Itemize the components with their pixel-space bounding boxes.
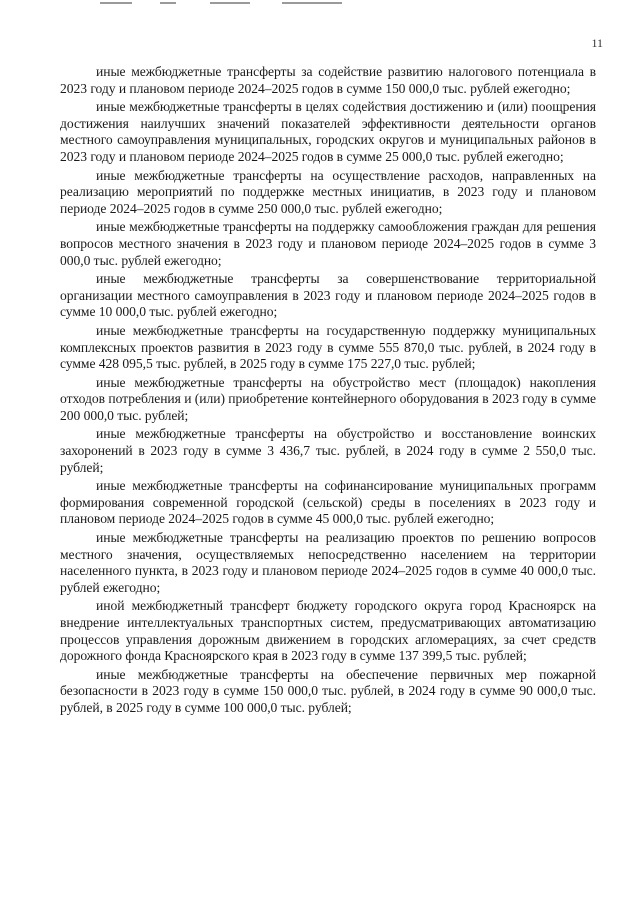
paragraph: иные межбюджетные трансферты за совершенствование территориальной организации местного самоуправления в 2023 году и плановом периоде 2024–2025 годов в сумме 10 000,0 тыс. рублей ежегодно; <box>60 271 596 320</box>
scan-mark <box>210 2 250 4</box>
scan-mark <box>282 2 342 4</box>
paragraph: иные межбюджетные трансферты на обустройство мест (площадок) накопления отходов потребления и (или) приобретение контейнерного оборудования в 2023 году в сумме 200 000,0 тыс. рублей; <box>60 374 596 423</box>
scan-artifacts <box>0 2 633 8</box>
paragraph: иные межбюджетные трансферты на обустройство и восстановление воинских захоронений в 2023 году в сумме 3 436,7 тыс. рублей, в 2024 году в сумме 2 550,0 тыс. рублей; <box>60 426 596 475</box>
paragraph: иные межбюджетные трансферты за содействие развитию налогового потенциала в 2023 году и плановом периоде 2024–2025 годов в сумме 150 000,0 тыс. рублей ежегодно; <box>60 64 596 96</box>
paragraph: иные межбюджетные трансферты на реализацию проектов по решению вопросов местного значения, осуществляемых непосредственно населением на территории населенного пункта, в 2023 году и плановом периоде 2024–2025 годов в сумме 40 000,0 тыс. рублей ежегодно; <box>60 530 596 595</box>
paragraph: иные межбюджетные трансферты на софинансирование муниципальных программ формирования современной городской (сельской) среды в поселениях в 2023 году и плановом периоде 2024–2025 годов в сумме 45 000,0 тыс. рублей ежегодно; <box>60 478 596 527</box>
paragraph: иные межбюджетные трансферты на осуществление расходов, направленных на реализацию мероприятий по поддержке местных инициатив, в 2023 году и плановом периоде 2024–2025 годов в сумме 250 000,0 тыс. рублей ежегодно; <box>60 167 596 216</box>
paragraph: иные межбюджетные трансферты на поддержку самообложения граждан для решения вопросов местного значения в 2023 году и плановом периоде 2024–2025 годов в сумме 3 000,0 тыс. рублей ежегодно; <box>60 219 596 268</box>
paragraph: иной межбюджетный трансферт бюджету городского округа город Красноярск на внедрение интеллектуальных транспортных систем, предусматривающих автоматизацию процессов управления дорожным движением в городских агломерациях, за счет средств дорожного фонда Красноярского края в 2023 году в сумме 137 399,5 тыс. рублей; <box>60 598 596 664</box>
paragraph: иные межбюджетные трансферты в целях содействия достижению и (или) поощрения достижения наилучших значений показателей эффективности деятельности органов местного самоуправления муниципальных, городских округов и муниципальных районов в 2023 году и плановом периоде 2024–2025 годов в сумме 25 000,0 тыс. рублей ежегодно; <box>60 99 596 164</box>
scan-mark <box>160 2 176 4</box>
scan-mark <box>100 2 132 4</box>
page-number: 11 <box>591 36 603 50</box>
paragraph: иные межбюджетные трансферты на обеспечение первичных мер пожарной безопасности в 2023 году в сумме 150 000,0 тыс. рублей, в 2024 году в сумме 90 000,0 тыс. рублей, в 2025 году в сумме 100 000,0 тыс. рублей; <box>60 666 596 715</box>
paragraph: иные межбюджетные трансферты на государственную поддержку муниципальных комплексных проектов развития в 2023 году в сумме 555 870,0 тыс. рублей, в 2024 году в сумме 428 095,5 тыс. рублей, в 2025 году в сумме 175 227,0 тыс. рублей; <box>60 322 596 372</box>
document-body <box>60 64 596 719</box>
